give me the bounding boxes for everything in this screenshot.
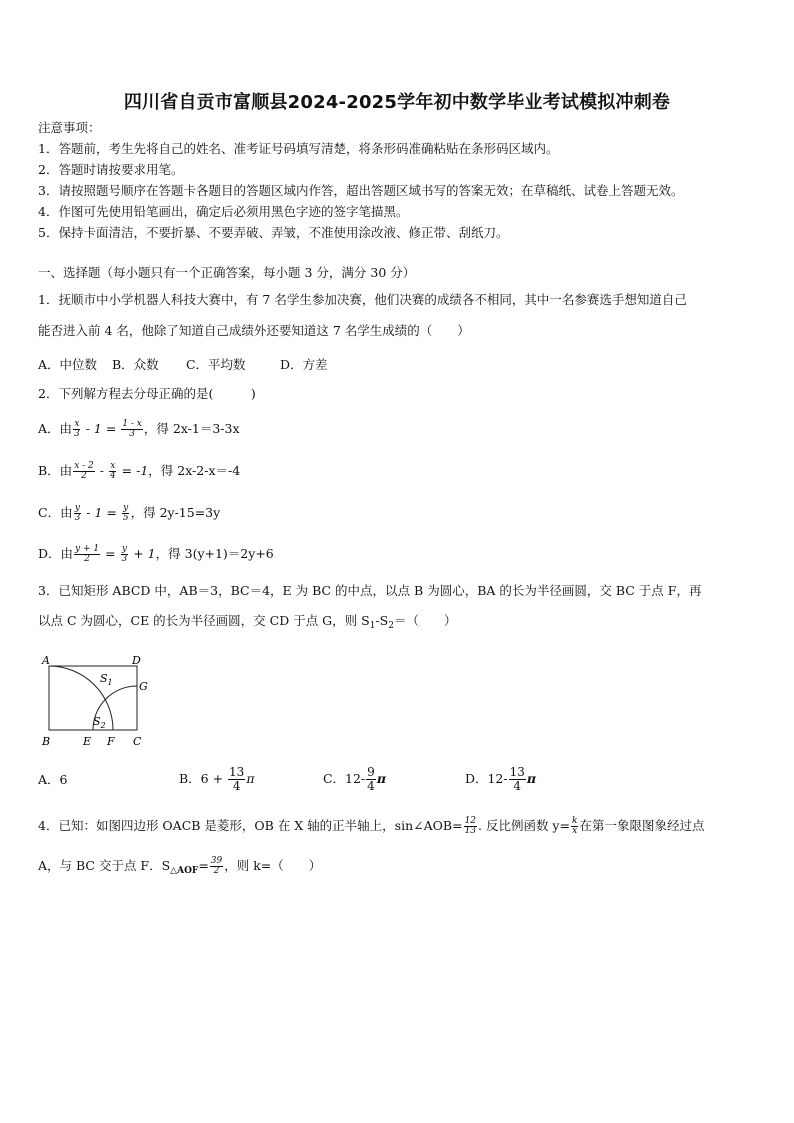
geometry-diagram: [38, 652, 158, 752]
option-label: B．由: [38, 463, 73, 478]
option-c: [323, 766, 461, 793]
fraction: [109, 462, 117, 481]
option-d: [465, 766, 536, 793]
subscript: 2: [388, 621, 394, 631]
stem-text: =: [198, 858, 209, 873]
fraction: [73, 462, 95, 481]
label-c: C: [133, 735, 142, 748]
numerator: y: [123, 503, 129, 513]
option-b: [179, 766, 319, 793]
stem-text: A，与 BC 交于点 F．S: [38, 858, 171, 873]
note-item: 2．答题时请按要求用笔。: [38, 162, 184, 177]
fraction: [122, 504, 130, 523]
rectangle-figure: [38, 652, 158, 756]
label-g: G: [139, 680, 148, 693]
option-b: B．众数: [111, 357, 159, 372]
stem-text: ，则 k=（ ）: [224, 858, 322, 873]
fraction: [228, 766, 245, 793]
expression-text: - 1 =: [82, 505, 121, 520]
s1-subscript: 1: [107, 678, 113, 687]
numerator: x: [74, 419, 80, 429]
expression-text: + 1: [129, 546, 156, 561]
fraction: [210, 857, 223, 876]
option-c: C．平均数: [185, 357, 246, 372]
numerator: 13: [229, 765, 245, 779]
fraction: [121, 545, 129, 564]
numerator: y: [121, 544, 127, 554]
fraction: [74, 504, 82, 523]
page-title: 四川省自贡市富顺县2024-2025学年初中数学毕业考试模拟冲刺卷: [123, 92, 671, 113]
stem-text: 在第一象限图象经过点: [579, 818, 705, 833]
section-heading: 一、选择题（每小题只有一个正确答案，每小题 3 分，满分 30 分）: [38, 265, 416, 280]
label-d: D: [132, 654, 141, 667]
pi-symbol: π: [526, 771, 537, 786]
denominator: 3: [129, 429, 135, 439]
subscript: △AOF: [170, 866, 199, 876]
s2-subscript: 2: [100, 721, 106, 730]
option-d: D．方差: [279, 357, 328, 372]
note-item: 5．保持卡面清洁，不要折暴、不要弄破、弄皱，不准使用涂改液、修正带、刮纸刀。: [38, 225, 509, 240]
result-text: ，得 2x-1＝3-3x: [143, 421, 240, 436]
numerator: x - 2: [74, 461, 94, 471]
option-a: A．6: [38, 771, 68, 787]
question-1-line-2: 能否进入前 4 名，他除了知道自己成绩外还要知道这 7 名学生成绩的（ ）: [38, 323, 470, 338]
denominator: 2: [81, 471, 87, 481]
expression-text: 6 +: [200, 771, 228, 786]
option-label: A．由: [38, 421, 73, 436]
denominator: 2: [84, 554, 90, 564]
question-2-option-d: [38, 545, 274, 564]
label-a: A: [42, 654, 50, 667]
numerator: 13: [509, 765, 525, 779]
numerator: x: [110, 461, 116, 471]
subscript: 1: [369, 621, 376, 631]
denominator: 4: [109, 471, 116, 481]
fraction: [464, 817, 477, 836]
fraction: [509, 766, 526, 793]
fraction: [73, 420, 81, 439]
question-3-line-2: [38, 613, 456, 634]
option-label: C．由: [38, 505, 73, 520]
s1-letter: S: [100, 672, 108, 685]
fraction: [121, 420, 143, 439]
denominator: 3: [74, 513, 81, 523]
result-text: ，得 3(y+1)＝2y+6: [155, 546, 274, 561]
question-4-line-2: [38, 857, 321, 879]
expression-text: - 1 =: [81, 421, 121, 436]
numerator: 12: [464, 816, 477, 826]
result-text: ，得 2x-2-x＝-4: [148, 463, 241, 478]
pi-symbol: π: [246, 771, 255, 786]
numerator: 1 - x: [122, 419, 142, 429]
question-1-options: [38, 355, 327, 373]
notes-heading: 注意事项：: [38, 120, 101, 135]
stem-text: ＝（ ）: [393, 613, 457, 628]
expression-text: -: [95, 463, 108, 478]
question-3-line-1: 3．已知矩形 ABCD 中，AB＝3，BC＝4，E 为 BC 的中点，以点 B 为圆心，BA 的长为半径画圆，交 BC 于点 F，再: [38, 583, 702, 598]
note-item: 3．请按照题号顺序在答题卡各题目的答题区域内作答，超出答题区域书写的答案无效；在草稿纸、试卷上答题无效。: [38, 183, 684, 198]
question-2-option-b: [38, 462, 240, 481]
expression-text: =: [101, 546, 120, 561]
denominator: 3: [121, 554, 128, 564]
label-b: B: [42, 735, 51, 748]
question-2-stem: 2．下列解方程去分母正确的是( ): [38, 386, 256, 401]
numerator: k: [571, 816, 578, 826]
stem-text: 以点 C 为圆心，CE 的长为半径画圆，交 CD 于点 G，则 S: [38, 613, 370, 628]
label-f: F: [107, 735, 115, 748]
denominator: 4: [232, 779, 241, 793]
denominator: 5: [122, 513, 129, 523]
numerator: y + 1: [75, 544, 100, 554]
fraction: [571, 817, 578, 836]
expression-text: = -1: [117, 463, 149, 478]
note-item: 1．答题前，考生先将自己的姓名、准考证号码填写清楚，将条形码准确粘贴在条形码区域内。: [38, 141, 559, 156]
option-label: D．12-: [464, 771, 508, 786]
denominator: 3: [74, 429, 80, 439]
question-2-option-c: [38, 504, 220, 523]
stem-text: . 反比例函数 y=: [478, 818, 570, 833]
pi-symbol: π: [376, 771, 386, 786]
note-item: 4．作图可先使用铅笔画出，确定后必须用黑色字迹的签字笔描黑。: [38, 204, 409, 219]
denominator: x: [572, 826, 578, 836]
numerator: 39: [210, 856, 223, 866]
question-1-line-1: 1．抚顺市中小学机器人科技大赛中，有 7 名学生参加决赛，他们决赛的成绩各不相同，其中一名参赛选手想知道自己: [38, 292, 687, 307]
label-s2: [93, 715, 106, 730]
option-label: B．: [178, 771, 201, 786]
label-e: E: [83, 735, 92, 748]
numerator: y: [74, 503, 80, 513]
denominator: 4: [367, 779, 375, 793]
option-a: A．中位数: [38, 357, 98, 372]
option-label: C．12-: [322, 771, 366, 786]
label-s1: [100, 672, 113, 687]
question-2-option-a: [38, 420, 240, 439]
numerator: 9: [367, 765, 375, 779]
option-label: D．由: [38, 546, 74, 561]
question-3-options: [38, 766, 536, 793]
denominator: 13: [464, 826, 477, 836]
stem-text: -S: [375, 613, 389, 628]
denominator: 2: [213, 866, 220, 876]
fraction: [366, 766, 376, 793]
question-4-line-1: [38, 817, 704, 836]
denominator: 4: [513, 779, 522, 793]
result-text: ，得 2y-15=3y: [130, 505, 221, 520]
fraction: [74, 545, 100, 564]
stem-text: 4．已知：如图四边形 OACB 是菱形，OB 在 X 轴的正半轴上，sin∠AOB=: [38, 818, 463, 833]
s2-letter: S: [93, 715, 101, 728]
